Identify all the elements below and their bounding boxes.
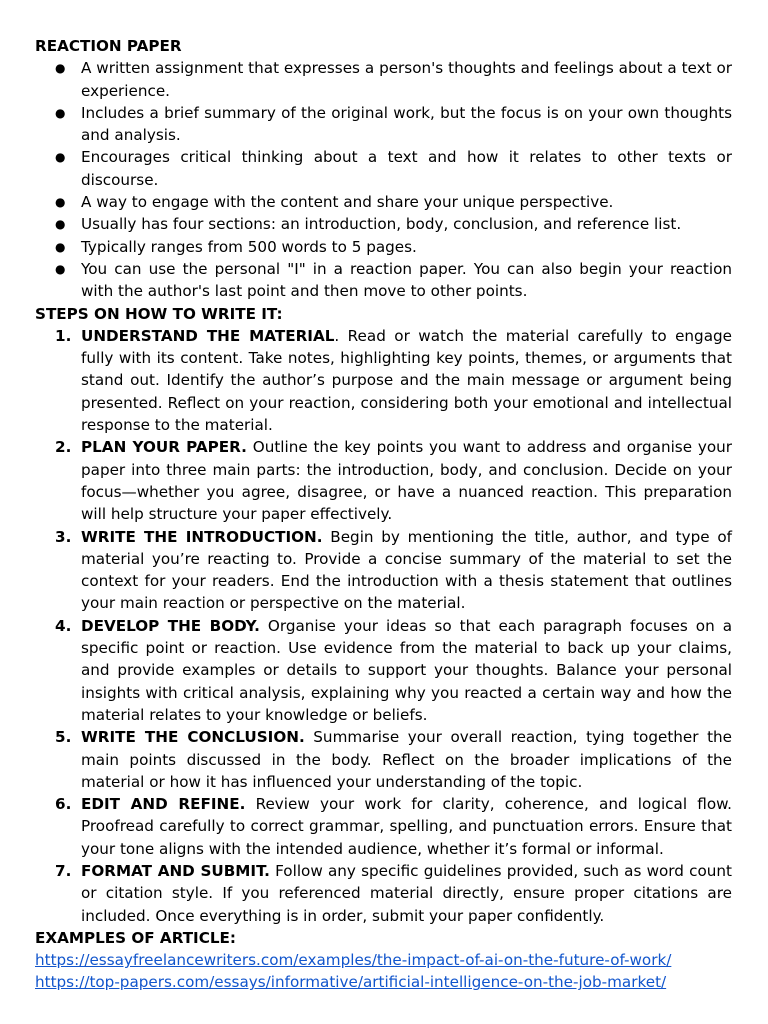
step-text: . Read or watch the material carefully to engage fully with its content. Take notes, highlighting key points, themes, or arguments that stand out. Identify the author’s purpose and the main message or argument being presented. Reflect on your reaction, considering both your emotional and intellectual response to the material. xyxy=(81,326,732,435)
step-text: Outline the key points you want to address and organise your paper into three main parts: the introduction, body, and conclusion. Decide on your focus—whether you agree, disagree, or have a nuanced reaction. This preparation will help structure your paper effectively. xyxy=(81,438,733,524)
bullet-text: Includes a brief summary of the original work, but the focus is on your own thoughts and analysis. xyxy=(81,103,732,145)
step-number: 3. xyxy=(55,527,72,546)
step-text: Organise your ideas so that each paragraph focuses on a specific point or reaction. Use evidence from the material to back up your claims, and provide examples or details to support your thoughts. Balance your personal insights with critical analysis, explaining why you reacted a certain way and how the material relates to your knowledge or beliefs. xyxy=(81,616,733,724)
step-title: EDIT AND REFINE. xyxy=(81,795,246,814)
bullet-icon: ● xyxy=(55,261,66,276)
step-number: 7. xyxy=(55,861,72,880)
bullet-icon: ● xyxy=(55,105,66,120)
step-title: PLAN YOUR PAPER. xyxy=(81,438,247,457)
steps-heading: STEPS ON HOW TO WRITE IT: xyxy=(35,304,283,323)
bullet-item xyxy=(35,236,732,258)
bullet-icon: ● xyxy=(55,195,66,210)
bullet-icon: ● xyxy=(55,239,66,254)
bullet-item xyxy=(35,191,732,213)
step-item xyxy=(35,325,732,436)
bullet-text: A written assignment that expresses a person's thoughts and feelings about a text or experience. xyxy=(81,59,732,100)
steps-list xyxy=(35,325,732,927)
examples-heading: EXAMPLES OF ARTICLE: xyxy=(35,928,236,947)
step-title: WRITE THE INTRODUCTION. xyxy=(81,527,323,546)
example-link[interactable]: https://top-papers.com/essays/informative/artificial-intelligence-on-the-job-market/ xyxy=(35,973,667,992)
bullet-text: Usually has four sections: an introduction, body, conclusion, and reference list. xyxy=(81,215,682,234)
example-links xyxy=(35,949,732,994)
bullet-text: Typically ranges from 500 words to 5 pages. xyxy=(81,237,417,256)
step-number: 1. xyxy=(55,326,72,345)
bullet-text: Encourages critical thinking about a text and how it relates to other texts or discourse. xyxy=(81,148,732,189)
step-item xyxy=(35,615,732,726)
example-link[interactable]: https://essayfreelancewriters.com/examples/the-impact-of-ai-on-the-future-of-work/ xyxy=(35,951,672,970)
bullet-text: You can use the personal "I" in a reaction paper. You can also begin your reaction with the author's last point and then move to other points. xyxy=(81,259,732,301)
step-title: UNDERSTAND THE MATERIAL xyxy=(81,326,335,345)
bullet-icon: ● xyxy=(55,61,66,76)
reaction-paper-heading: REACTION PAPER xyxy=(35,37,182,55)
step-item xyxy=(35,860,732,927)
step-item xyxy=(35,436,732,525)
step-text: Begin by mentioning the title, author, and type of material you’re reacting to. Provide a concise summary of the material to set the context for your readers. End the introduction with a thesis statement that outlines your main reaction or perspective on the material. xyxy=(81,527,732,613)
step-item xyxy=(35,526,732,615)
step-item xyxy=(35,793,732,860)
step-text: Summarise your overall reaction, tying together the main points discussed in the body. Reflect on the broader implications of the material or how it has influenced your understanding of the topic. xyxy=(81,728,732,791)
bullet-item xyxy=(35,258,732,303)
step-text: Review your work for clarity, coherence, and logical flow. Proofread carefully to correct grammar, spelling, and punctuation errors. Ensure that your tone aligns with the intended audience, whether it’s formal or informal. xyxy=(81,795,732,858)
step-number: 2. xyxy=(55,438,72,457)
step-number: 5. xyxy=(55,728,72,747)
step-item xyxy=(35,726,732,793)
step-text: Follow any specific guidelines provided, such as word count or citation style. If you referenced material directly, ensure proper citations are included. Once everything is in order, submit your paper confidently. xyxy=(81,861,732,925)
step-title: WRITE THE CONCLUSION. xyxy=(81,728,305,747)
bullet-icon: ● xyxy=(55,217,66,232)
reaction-paper-bullet-list xyxy=(35,57,732,302)
step-number: 4. xyxy=(55,616,72,635)
bullet-item xyxy=(35,102,732,147)
step-number: 6. xyxy=(55,795,72,814)
step-title: DEVELOP THE BODY. xyxy=(81,616,260,635)
bullet-item xyxy=(35,213,732,235)
bullet-item xyxy=(35,146,732,191)
bullet-icon: ● xyxy=(55,150,66,165)
bullet-text: A way to engage with the content and share your unique perspective. xyxy=(81,193,614,212)
bullet-item xyxy=(35,57,732,102)
step-title: FORMAT AND SUBMIT. xyxy=(81,861,270,880)
